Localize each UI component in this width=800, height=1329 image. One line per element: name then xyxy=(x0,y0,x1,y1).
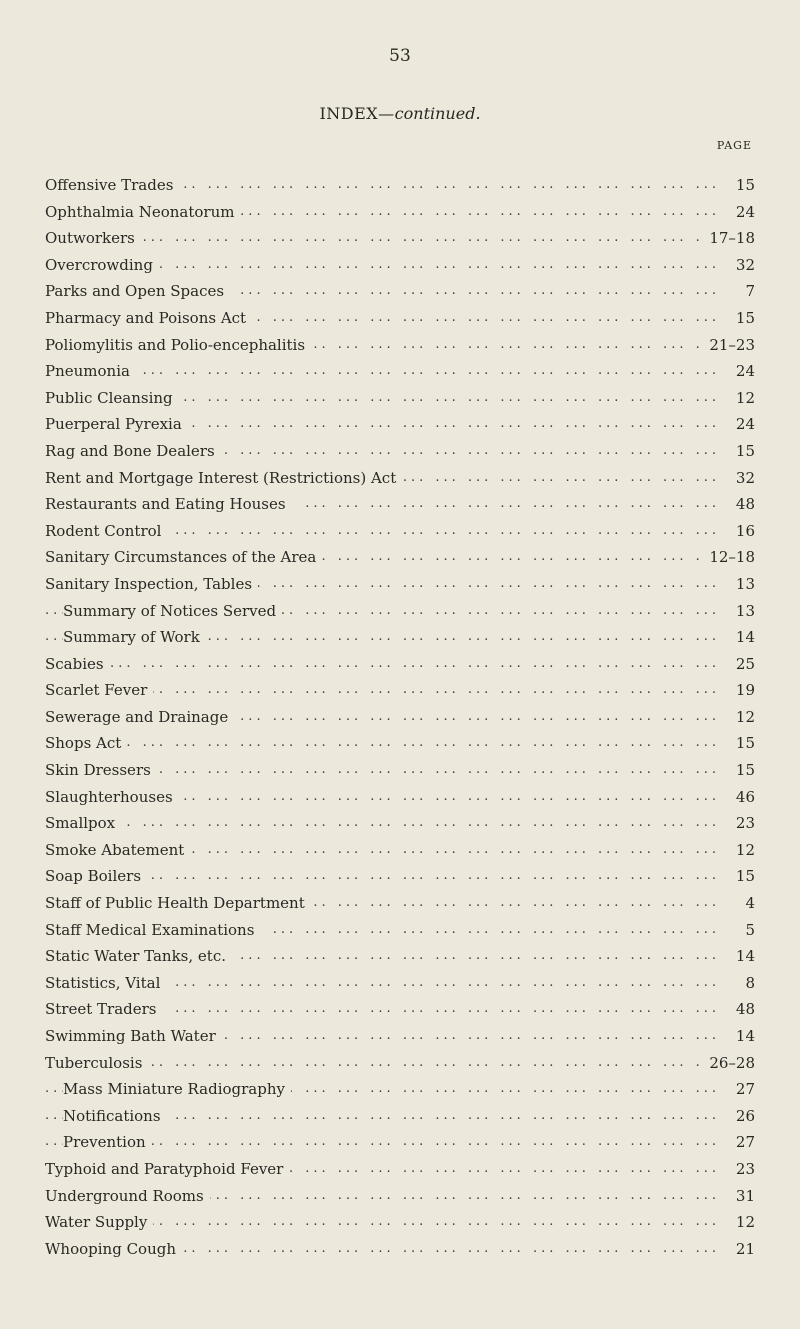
index-entry xyxy=(45,943,755,970)
entry-page: 15 xyxy=(719,863,755,890)
entry-page: 12 xyxy=(719,385,755,412)
entry-page: 23 xyxy=(719,810,755,837)
entry-label: Parks and Open Spaces xyxy=(45,278,230,305)
index-title-continued: continued. xyxy=(394,104,481,123)
entry-page: 46 xyxy=(719,784,755,811)
entry-page: 12 xyxy=(719,837,755,864)
entry-label: Statistics, Vital xyxy=(45,970,166,997)
index-entry xyxy=(45,491,755,518)
entry-page: 12 xyxy=(719,1209,755,1236)
entry-label: Rent and Mortgage Interest (Restrictions) Act xyxy=(45,465,402,492)
entry-label: Pneumonia xyxy=(45,358,136,385)
index-entry xyxy=(45,810,755,837)
entry-label: Public Cleansing xyxy=(45,385,179,412)
entry-label: Swimming Bath Water xyxy=(45,1023,222,1050)
index-entry xyxy=(45,996,755,1023)
entry-label: Typhoid and Paratyphoid Fever xyxy=(45,1156,289,1183)
index-entry xyxy=(45,1156,755,1183)
index-entry xyxy=(45,172,755,199)
entry-label: Rag and Bone Dealers xyxy=(45,438,221,465)
index-entry xyxy=(45,863,755,890)
entry-page: 13 xyxy=(719,571,755,598)
entry-label: Tuberculosis xyxy=(45,1050,148,1077)
index-subentry xyxy=(45,1103,755,1130)
dot-leader xyxy=(45,358,755,385)
index-entry xyxy=(45,1023,755,1050)
entry-page: 15 xyxy=(719,305,755,332)
dot-leader xyxy=(45,810,755,837)
index-subentry xyxy=(45,624,755,651)
entry-label: Scabies xyxy=(45,651,110,678)
index-entry xyxy=(45,704,755,731)
index-entry xyxy=(45,305,755,332)
page-number: 53 xyxy=(389,46,411,66)
index-entry xyxy=(45,332,755,359)
index-entry xyxy=(45,544,755,571)
index-entry xyxy=(45,837,755,864)
entry-page: 24 xyxy=(719,358,755,385)
entry-label: Street Traders xyxy=(45,996,163,1023)
entry-label: Smallpox xyxy=(45,810,121,837)
entry-label: Poliomylitis and Polio-encephalitis xyxy=(45,332,311,359)
entry-page: 15 xyxy=(719,438,755,465)
index-entry xyxy=(45,1236,755,1263)
entry-page: 15 xyxy=(719,757,755,784)
index-subentry xyxy=(45,598,755,625)
index-entry xyxy=(45,225,755,252)
entry-label: Ophthalmia Neonatorum xyxy=(45,199,240,226)
entry-page: 23 xyxy=(719,1156,755,1183)
entry-page: 27 xyxy=(719,1129,755,1156)
entry-label: Smoke Abatement xyxy=(45,837,190,864)
entry-label: Outworkers xyxy=(45,225,141,252)
entry-label: Scarlet Fever xyxy=(45,677,153,704)
index-entry xyxy=(45,651,755,678)
entry-label: Summary of Notices Served xyxy=(63,598,282,625)
index-subentry xyxy=(45,1129,755,1156)
entry-page: 48 xyxy=(719,491,755,518)
entry-page: 4 xyxy=(719,890,755,917)
index-entry xyxy=(45,757,755,784)
index-entry xyxy=(45,252,755,279)
entry-label: Sewerage and Drainage xyxy=(45,704,234,731)
entry-page: 15 xyxy=(719,172,755,199)
page-column-header: PAGE xyxy=(716,139,752,152)
index-entry xyxy=(45,385,755,412)
entry-page: 26 xyxy=(719,1103,755,1130)
dot-leader xyxy=(45,651,755,678)
index-entry xyxy=(45,970,755,997)
dot-leader xyxy=(45,1050,755,1077)
dot-leader xyxy=(45,730,755,757)
dot-leader xyxy=(45,863,755,890)
entry-label: Mass Miniature Radiography xyxy=(63,1076,291,1103)
entry-page: 12–18 xyxy=(703,544,755,571)
entry-label: Restaurants and Eating Houses xyxy=(45,491,292,518)
entry-label: Slaughterhouses xyxy=(45,784,179,811)
entry-page: 26–28 xyxy=(703,1050,755,1077)
entry-page: 8 xyxy=(719,970,755,997)
entry-label: Staff of Public Health Department xyxy=(45,890,311,917)
index-entry xyxy=(45,890,755,917)
index-entry xyxy=(45,917,755,944)
entry-label: Underground Rooms xyxy=(45,1183,210,1210)
index-entry xyxy=(45,438,755,465)
entry-page: 12 xyxy=(719,704,755,731)
index-entry xyxy=(45,1050,755,1077)
entry-label: Summary of Work xyxy=(63,624,206,651)
entry-label: Prevention xyxy=(63,1129,152,1156)
index-entry xyxy=(45,278,755,305)
entry-page: 15 xyxy=(719,730,755,757)
entry-label: Offensive Trades xyxy=(45,172,179,199)
entry-page: 7 xyxy=(719,278,755,305)
entry-page: 27 xyxy=(719,1076,755,1103)
entry-label: Puerperal Pyrexia xyxy=(45,411,188,438)
index-entry xyxy=(45,571,755,598)
entry-label: Staff Medical Examinations xyxy=(45,917,260,944)
entry-label: Rodent Control xyxy=(45,518,167,545)
entry-page: 14 xyxy=(719,1023,755,1050)
entry-page: 21–23 xyxy=(703,332,755,359)
entry-page: 24 xyxy=(719,199,755,226)
entry-page: 5 xyxy=(719,917,755,944)
index-entry xyxy=(45,730,755,757)
entry-page: 17–18 xyxy=(703,225,755,252)
entry-label: Skin Dressers xyxy=(45,757,157,784)
entry-page: 14 xyxy=(719,624,755,651)
entry-label: Soap Boilers xyxy=(45,863,147,890)
entry-page: 16 xyxy=(719,518,755,545)
index-entry xyxy=(45,199,755,226)
entry-page: 48 xyxy=(719,996,755,1023)
entry-page: 24 xyxy=(719,411,755,438)
index-entry xyxy=(45,518,755,545)
index-entry xyxy=(45,1209,755,1236)
entry-page: 13 xyxy=(719,598,755,625)
entry-label: Notifications xyxy=(63,1103,167,1130)
entry-page: 19 xyxy=(719,677,755,704)
entry-page: 14 xyxy=(719,943,755,970)
index-subentry xyxy=(45,1076,755,1103)
entry-label: Overcrowding xyxy=(45,252,159,279)
entry-page: 25 xyxy=(719,651,755,678)
entry-page: 21 xyxy=(719,1236,755,1263)
entry-label: Whooping Cough xyxy=(45,1236,182,1263)
entry-label: Static Water Tanks, etc. xyxy=(45,943,232,970)
entry-label: Shops Act xyxy=(45,730,127,757)
index-entry xyxy=(45,677,755,704)
entry-page: 32 xyxy=(719,465,755,492)
entry-label: Sanitary Inspection, Tables xyxy=(45,571,258,598)
entry-page: 31 xyxy=(719,1183,755,1210)
index-entries xyxy=(45,172,755,1262)
index-title-main: INDEX— xyxy=(319,104,395,123)
index-entry xyxy=(45,411,755,438)
index-entry xyxy=(45,784,755,811)
entry-label: Water Supply xyxy=(45,1209,153,1236)
index-entry xyxy=(45,358,755,385)
index-entry xyxy=(45,465,755,492)
entry-label: Sanitary Circumstances of the Area xyxy=(45,544,322,571)
index-title xyxy=(0,104,800,123)
entry-page: 32 xyxy=(719,252,755,279)
dot-leader xyxy=(45,225,755,252)
entry-label: Pharmacy and Poisons Act xyxy=(45,305,252,332)
index-entry xyxy=(45,1183,755,1210)
